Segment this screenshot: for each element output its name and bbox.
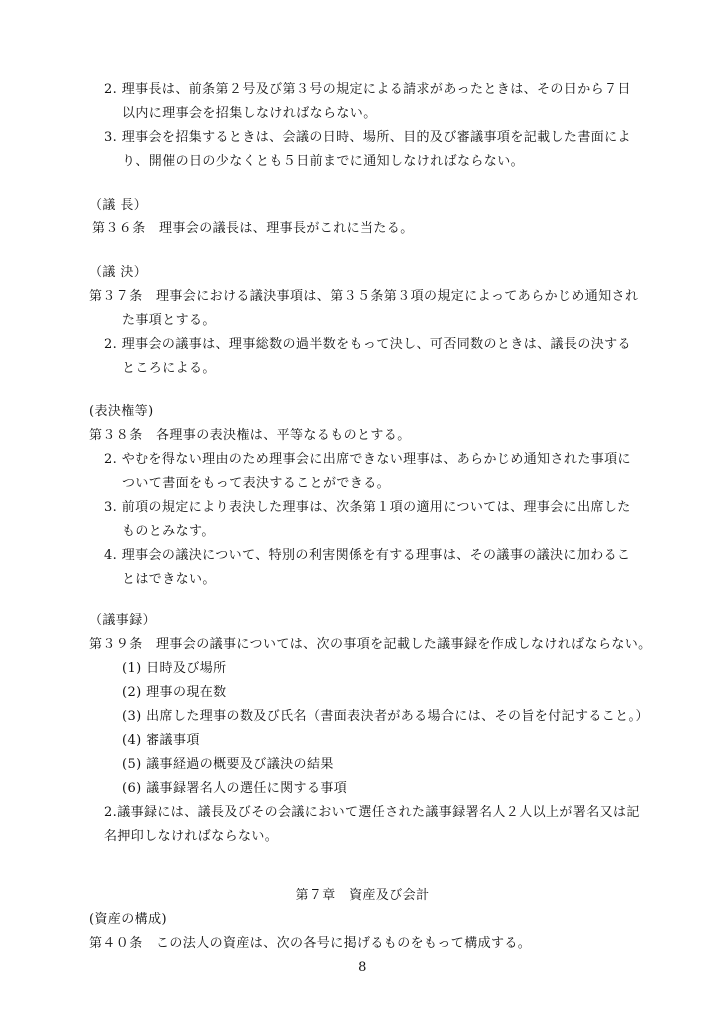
page-number: 8 <box>358 960 367 975</box>
art38-line1: 第３８条 各理事の表決権は、平等なるものとする。 <box>89 428 411 443</box>
art39-para2-line2: 名押印しなければならない。 <box>104 829 279 844</box>
art39-heading: （議事録） <box>89 613 157 628</box>
art36-heading: （議 長） <box>89 198 148 213</box>
art39-list-item: (6) 議事録署名人の選任に関する事項 <box>122 781 348 796</box>
art39-list-item: (4) 審議事項 <box>122 733 200 748</box>
art38-para3-line1: 3. 前項の規定により表決した理事は、次条第１項の適用については、理事会に出席した <box>104 500 631 515</box>
art40-line1: 第４０条 この法人の資産は、次の各号に掲げるものをもって構成する。 <box>89 936 532 951</box>
art35-para2-line2: 以内に理事会を招集しなければならない。 <box>122 106 377 121</box>
chapter-title: 第７章 資産及び会計 <box>295 888 430 903</box>
art38-heading: (表決権等) <box>89 404 154 419</box>
art37-line2: た事項とする。 <box>122 313 216 328</box>
art37-line1: 第３７条 理事会における議決事項は、第３５条第３項の規定によってあらかじめ通知され <box>89 289 639 304</box>
art35-para2-line1: 2. 理事長は、前条第２号及び第３号の規定による請求があったときは、その日から７日 <box>104 82 631 97</box>
art39-list-item: (2) 理事の現在数 <box>122 685 227 700</box>
art35-para3-line1: 3. 理事会を招集するときは、会議の日時、場所、目的及び審議事項を記載した書面によ <box>104 130 631 145</box>
art35-para3-line2: り、開催の日の少なくとも５日前までに通知しなければならない。 <box>122 154 525 169</box>
art38-para3-line2: ものとみなす。 <box>122 524 215 539</box>
art39-line1: 第３９条 理事会の議事については、次の事項を記載した議事録を作成しなければならない。 <box>89 637 652 652</box>
art38-para4-line2: とはできない。 <box>122 572 216 587</box>
art37-para2-line1: 2. 理事会の議事は、理事総数の過半数をもって決し、可否同数のときは、議長の決する <box>104 337 631 352</box>
art38-para2-line2: ついて書面をもって表決することができる。 <box>122 476 391 491</box>
art37-heading: （議 決） <box>89 265 148 280</box>
art39-list-item: (5) 議事経過の概要及び議決の結果 <box>122 757 334 772</box>
art39-list-item: (1) 日時及び場所 <box>122 661 227 676</box>
art37-para2-line2: ところによる。 <box>122 361 216 376</box>
art38-para2-line1: 2. やむを得ない理由のため理事会に出席できない理事は、あらかじめ通知された事項に <box>104 452 631 467</box>
art36-line1: 第３６条 理事会の議長は、理事長がこれに当たる。 <box>92 221 414 236</box>
art39-para2-line1: 2.議事録には、議長及びその会議において選任された議事録署名人２人以上が署名又は記 <box>104 805 640 820</box>
art39-list-item: (3) 出席した理事の数及び氏名（書面表決者がある場合には、その旨を付記すること。） <box>122 709 649 724</box>
art38-para4-line1: 4. 理事会の議決について、特別の利害関係を有する理事は、その議事の議決に加わるこ <box>104 548 631 563</box>
art40-heading: (資産の構成) <box>89 912 167 927</box>
